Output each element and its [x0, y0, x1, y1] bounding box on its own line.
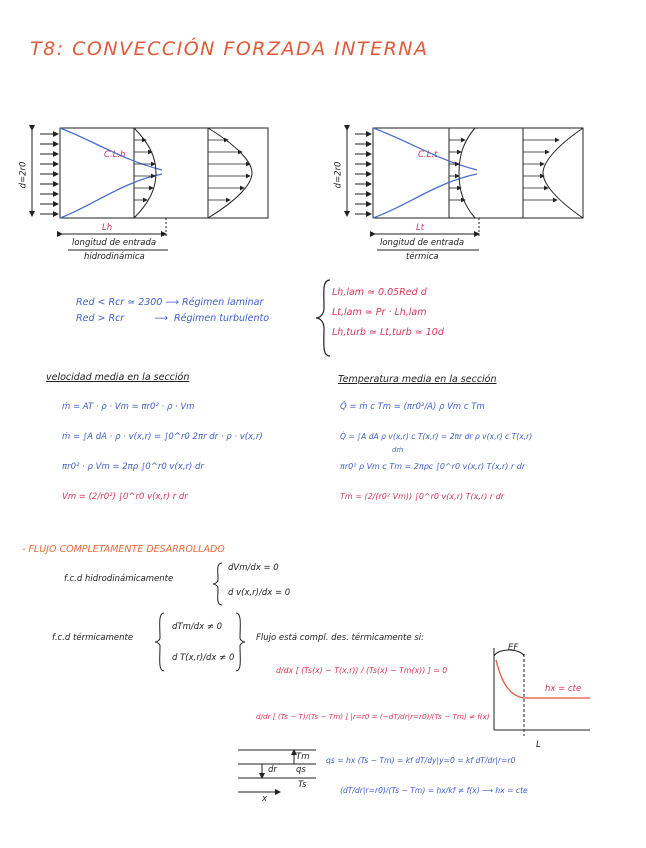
velocity-heading: velocidad media en la sección: [46, 372, 190, 383]
thermal-eq2: d T(x,r)/dx ≠ 0: [172, 653, 235, 663]
graph-axis-label: L: [536, 740, 541, 750]
left-side-label: d=2r0: [18, 161, 29, 189]
thermal-eq1: dTm/dx ≠ 0: [172, 622, 223, 632]
hydro-label: f.c.d hidrodinámicamente: [64, 574, 174, 584]
inlet-arrows: [40, 134, 58, 214]
velocity-eq2: ṁ = ∫A dA · ρ · v(x,r) = ∫0^r0 2πr dr · ρ · v(x,r): [62, 432, 263, 442]
condition-eq1: d/dx [ (Ts(x) − T(x,r)) / (Ts(x) − Tm(x)) ] = 0: [276, 666, 448, 675]
curly-brace: [314, 278, 334, 358]
temperature-heading: Temperatura media en la sección: [338, 374, 497, 385]
condition-eq2: d/dr [ (Ts − T)/(Ts − Tm) ] |r=r0 = (−dT/dr|r=r0)/(Ts − Tm) ≠ f(x): [256, 712, 490, 721]
sketch-tm: Tm: [296, 752, 310, 762]
flux-eq: qs = hx (Ts − Tm) = kf dT/dy|y=0 = kf dT/dr|r=r0: [326, 756, 516, 765]
hydro-eq2: d v(x,r)/dx = 0: [228, 588, 291, 598]
velocity-eq3: πr0² · ρ Vm = 2πρ ∫0^r0 v(x,r) dr: [62, 462, 204, 472]
velocity-eq1: ṁ = AT · ρ · Vm = πr0² · ρ · Vm: [62, 402, 195, 412]
graph-h-label: hx = cte: [545, 684, 582, 694]
velocity-eq4: Vm = (2/r0²) ∫0^r0 v(x,r) r dr: [62, 492, 188, 502]
thermal-brace-left: [154, 612, 166, 672]
right-curve-label: C.L.t: [418, 150, 438, 160]
right-caption-1: longitud de entrada: [380, 238, 465, 248]
length-lam-t: Lt,lam ≃ Pr · Lh,lam: [332, 307, 427, 318]
length-lam-h: Lh,lam ≃ 0.05Red d: [332, 287, 427, 298]
left-curve-label: C.L.h: [104, 150, 126, 160]
right-side-label: d=2r0: [333, 161, 344, 189]
regime-laminar: Red < Rcr ≃ 2300 ⟶ Régimen laminar: [76, 297, 264, 308]
sketch-dr: dr: [268, 765, 277, 775]
sketch-qs: qs: [296, 765, 306, 775]
temperature-eq4: Tm = (2/(r0² Vm)) ∫0^r0 v(x,r) T(x,r) r dr: [340, 492, 505, 501]
hydro-brace: [212, 562, 224, 606]
page-title: T8: CONVECCIÓN FORZADA INTERNA: [30, 38, 429, 60]
temperature-eq3: πr0² ρ Vm c Tm = 2πρc ∫0^r0 v(x,r) T(x,r) r dr: [340, 462, 526, 471]
h-vs-x-graph: [486, 644, 596, 744]
condition-text: Flujo está compl. des. térmicamente si:: [256, 633, 424, 643]
temperature-eq2-sub: dṁ: [392, 446, 404, 454]
graph-ef-label: EF: [508, 643, 519, 653]
left-length-label: Lh: [102, 223, 113, 233]
length-turb: Lh,turb ≃ Lt,turb ≃ 10d: [332, 327, 444, 338]
left-caption-2: hidrodinámica: [84, 252, 145, 262]
thermal-label: f.c.d térmicamente: [52, 633, 134, 643]
thermal-brace-right: [234, 612, 246, 672]
left-caption-1: longitud de entrada: [72, 238, 157, 248]
temperature-eq2: Q̇ = ∫A dA ρ v(x,r) c T(x,r) = 2πr dr ρ v(x,r) c T(x,r): [340, 432, 533, 441]
sketch-x: x: [262, 794, 268, 804]
right-caption-2: térmica: [406, 252, 439, 262]
thermal-entry-diagram: [337, 120, 597, 270]
final-eq: (dT/dr|r=r0)/(Ts − Tm) = hx/kf ≠ f(x) ⟶ hx = cte: [340, 786, 528, 795]
temperature-eq1: Q̇ = ṁ c Tm = (πr0²/A) ρ Vm c Tm: [340, 402, 485, 412]
right-length-label: Lt: [416, 223, 425, 233]
developed-heading: - FLUJO COMPLETAMENTE DESARROLLADO: [22, 544, 225, 555]
regime-turbulent: Red > Rcr ⟶ Régimen turbulento: [76, 313, 270, 324]
hydro-eq1: dVm/dx = 0: [228, 563, 279, 573]
sketch-ts: Ts: [298, 780, 307, 790]
